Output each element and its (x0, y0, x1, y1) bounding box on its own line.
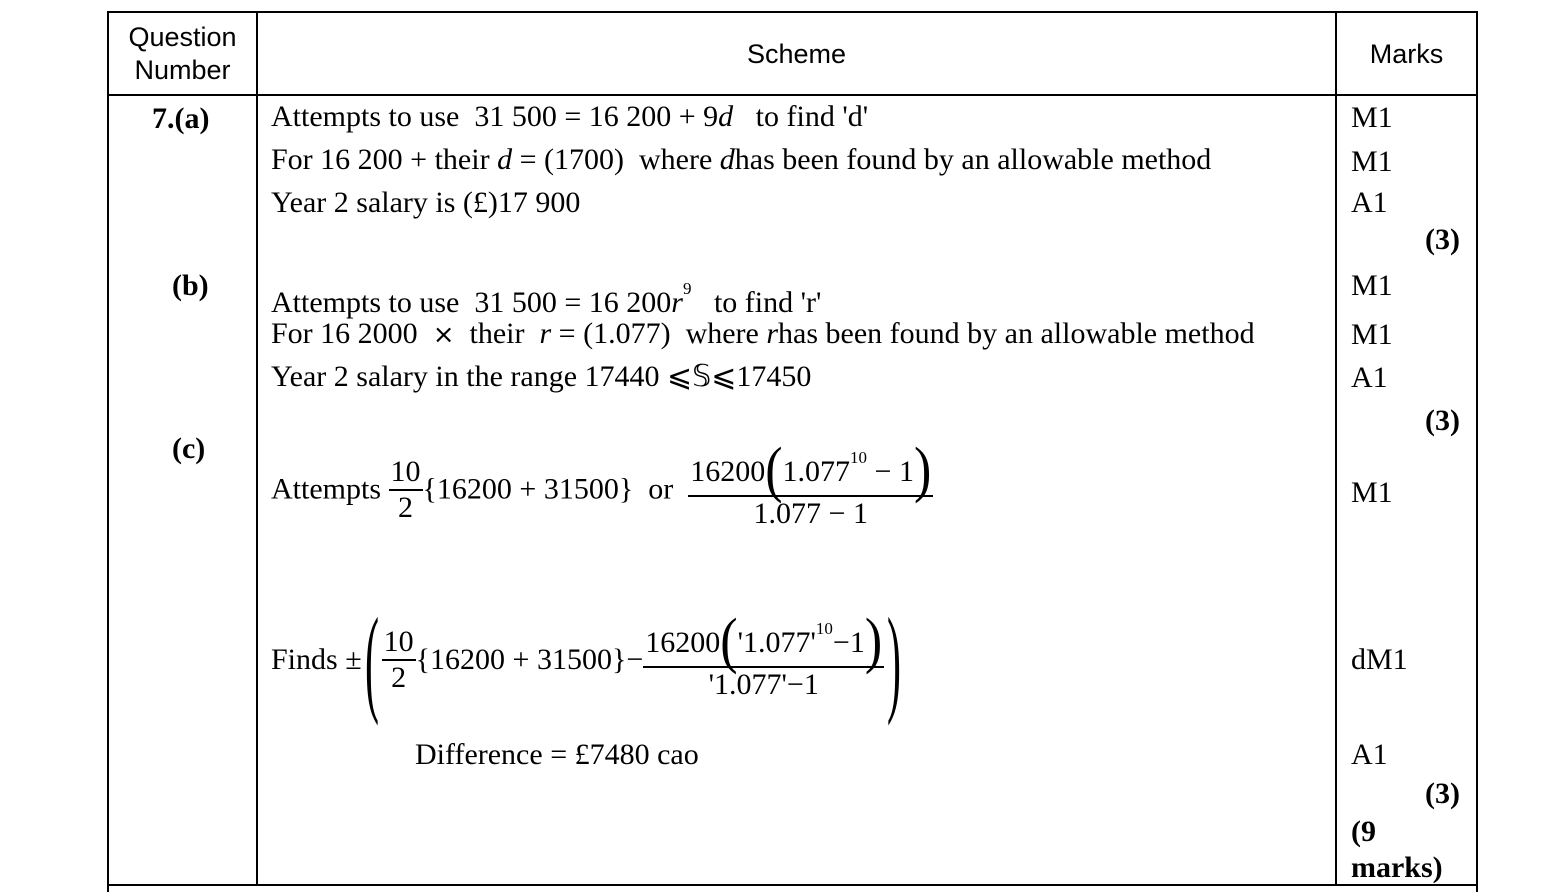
mark-c-1: M1 (1351, 476, 1393, 509)
equation: = (1700) (519, 143, 624, 176)
table-bottom-border (107, 884, 1478, 886)
question-label-b: (b) (172, 269, 209, 302)
text: their (469, 317, 525, 350)
scheme-c-difference: Difference = £7480 cao (415, 738, 699, 771)
denominator: 2 (389, 489, 423, 525)
text: Attempts (271, 472, 381, 506)
gp-sum-fraction (688, 436, 933, 531)
text: Finds ± (271, 643, 362, 676)
question-label-c: (c) (172, 432, 206, 465)
mark-c-total: (3) (1425, 777, 1460, 810)
column-divider-1 (256, 11, 258, 886)
sum-expression: {16200 + 31500} (415, 643, 627, 676)
outer-right-paren: ) (887, 593, 902, 726)
text: For 16 200 + their (271, 143, 490, 176)
right-paren: ) (864, 606, 883, 676)
variable-d: d (718, 100, 734, 133)
base: '1.077' (737, 625, 816, 659)
denominator: 2 (382, 659, 416, 695)
minus-one: −1 (832, 625, 865, 659)
scheme-b-line-1 (271, 272, 821, 320)
scheme-a-line-3: Year 2 salary is (£)17 900 (271, 186, 581, 219)
fraction-10-over-2 (389, 455, 423, 525)
scheme-a-line-2 (271, 143, 1211, 177)
numerator (688, 436, 933, 505)
scheme-c-finds (271, 592, 904, 728)
outer-left-paren: ( (364, 593, 379, 726)
times-symbol: × (432, 320, 455, 350)
mark-b-1: M1 (1351, 269, 1393, 302)
minus-one: − 1 (874, 455, 914, 488)
numerator (643, 606, 884, 676)
left-paren: ( (720, 606, 738, 676)
column-divider-2 (1335, 11, 1337, 886)
gp-sum-fraction (643, 606, 884, 702)
base: 1.077 (782, 455, 851, 488)
variable-r: r (671, 286, 683, 319)
variable-d: d (497, 143, 513, 176)
scheme-c-attempts (271, 436, 933, 531)
text: or (648, 472, 674, 506)
variable-r: r (539, 317, 552, 350)
numerator: 10 (383, 625, 414, 658)
text: For 16 2000 (271, 317, 418, 350)
header-marks: Marks (1369, 39, 1444, 69)
exponent: 10 (815, 618, 833, 638)
denominator: 1.077 − 1 (688, 495, 933, 531)
coefficient: 16200 (690, 455, 766, 488)
numerator: 10 (390, 454, 421, 488)
mark-b-total: (3) (1425, 404, 1460, 437)
equation: 31 500 = 16 200 (474, 286, 672, 319)
text: to find 'd' (755, 100, 869, 133)
table-top-border (107, 11, 1478, 13)
mark-a-3: A1 (1351, 186, 1388, 219)
text: has been found by an allowable method (778, 317, 1255, 350)
sum-expression: {16200 + 31500} (422, 472, 634, 506)
question-label-7a: 7.(a) (152, 102, 210, 135)
scheme-b-line-2 (271, 317, 1255, 352)
scheme-a-line-1 (271, 100, 868, 134)
header-question-number: Question Number (128, 22, 237, 85)
left-paren: ( (765, 436, 783, 505)
text: has been found by an allowable method (734, 143, 1212, 176)
mark-a-1: M1 (1351, 101, 1393, 134)
mark-grand-total: (9 marks) (1351, 815, 1443, 884)
right-paren: ) (913, 436, 932, 505)
mark-c-2: dM1 (1351, 643, 1408, 676)
exponent: 9 (682, 279, 692, 298)
variable-r: r (766, 317, 779, 350)
coefficient: 16200 (645, 625, 721, 659)
variable-d: d (719, 143, 735, 176)
mark-a-2: M1 (1351, 145, 1393, 178)
minus: − (626, 643, 644, 676)
mark-a-total: (3) (1425, 223, 1460, 256)
text: where (685, 317, 759, 350)
exponent: 10 (850, 448, 868, 467)
text: to find 'r' (713, 286, 822, 319)
mark-b-3: A1 (1351, 361, 1388, 394)
equation: 31 500 = 16 200 + 9 (474, 100, 719, 133)
header-bottom-border (107, 94, 1478, 96)
equation: = (1.077) (558, 317, 671, 350)
scheme-b-line-3: Year 2 salary in the range 17440 ⩽𝕊⩽17450 (271, 360, 812, 393)
text: Attempts to use (271, 100, 460, 133)
text: Attempts to use (271, 286, 460, 319)
mark-b-2: M1 (1351, 318, 1393, 351)
header-scheme: Scheme (746, 39, 847, 69)
denominator: '1.077'−1 (643, 666, 884, 702)
mark-c-3: A1 (1351, 738, 1388, 771)
fraction-10-over-2 (382, 625, 416, 695)
text: where (638, 143, 713, 176)
table-left-border (107, 11, 109, 892)
table-right-border (1476, 11, 1478, 892)
